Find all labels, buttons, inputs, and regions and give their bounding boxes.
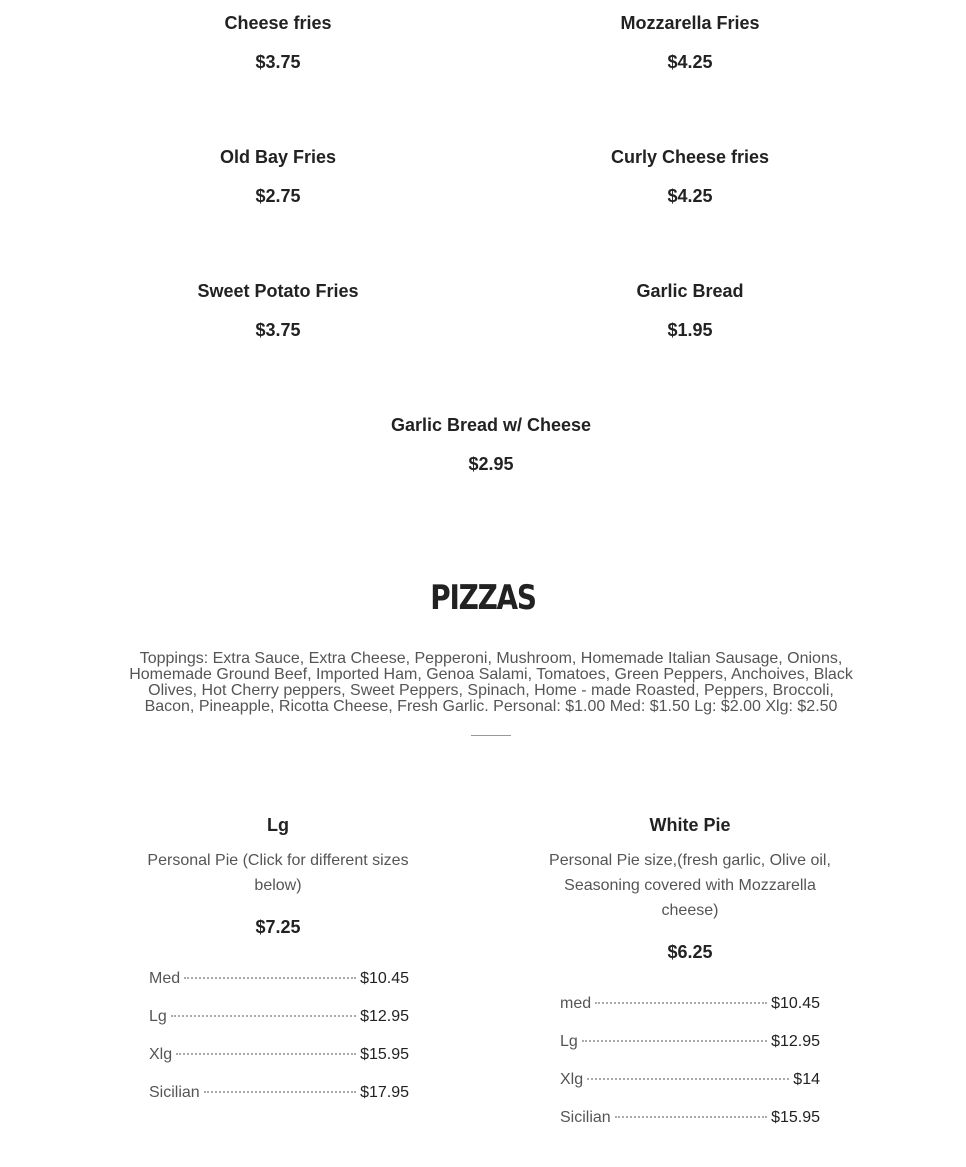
size-label: Sicilian (560, 1109, 611, 1126)
item-price: $4.25 (667, 186, 713, 206)
item-price: $3.75 (255, 52, 301, 72)
size-row (560, 1071, 820, 1109)
item-name: Garlic Bread (636, 281, 744, 301)
size-label: Xlg (149, 1046, 173, 1063)
size-row (149, 1046, 409, 1084)
dot-leader (184, 977, 356, 979)
size-label: Lg (560, 1033, 578, 1050)
size-label: med (560, 995, 592, 1012)
dot-leader (587, 1078, 789, 1080)
size-list (149, 970, 409, 1122)
size-label: Lg (149, 1008, 167, 1025)
size-row (149, 970, 409, 1008)
item-description: Personal Pie size,(fresh garlic, Olive oil, Seasoning covered with Mozzarella cheese) (549, 852, 831, 919)
item-name: Mozzarella Fries (620, 13, 760, 33)
menu-item (128, 146, 428, 207)
item-name: Lg (267, 815, 289, 835)
size-row (149, 1084, 409, 1122)
dot-leader (176, 1053, 356, 1055)
menu-item[interactable] (540, 814, 840, 963)
item-price: $2.95 (468, 454, 514, 474)
size-label: Med (149, 970, 181, 987)
item-name: Cheese fries (224, 13, 332, 33)
item-name: White Pie (649, 815, 731, 835)
size-price: $12.95 (771, 1033, 820, 1050)
item-price: $7.25 (255, 917, 301, 937)
size-price: $15.95 (360, 1046, 409, 1063)
size-price: $14 (793, 1071, 820, 1088)
size-price: $10.45 (360, 970, 409, 987)
size-price: $17.95 (360, 1084, 409, 1101)
item-name: Curly Cheese fries (610, 147, 770, 167)
divider (471, 735, 511, 736)
item-name: Old Bay Fries (219, 147, 337, 167)
menu-item (540, 146, 840, 207)
size-label: Sicilian (149, 1084, 200, 1101)
item-name: Garlic Bread w/ Cheese (390, 415, 592, 435)
section-description: Toppings: Extra Sauce, Extra Cheese, Pepperoni, Mushroom, Homemade Italian Sausage, Onions, Homemade Ground Beef, Imported Ham, Genoa Salami, Tomatoes, Green Peppers, Anchoives, Black Olives, Hot Cherry peppers, Sweet Peppers, Spinach, Home - made Roasted, Peppers, Broccoli, Bacon, Pineapple, Ricotta Cheese, Fresh Garlic. Personal: $1.00 Med: $1.50 Lg: $2.00 Xlg: $2.50 (129, 650, 853, 715)
item-price: $3.75 (255, 320, 301, 340)
menu-item (128, 280, 428, 341)
dot-leader (171, 1015, 356, 1017)
size-row (560, 1033, 820, 1071)
menu-item (540, 280, 840, 341)
dot-leader (582, 1040, 767, 1042)
size-price: $12.95 (360, 1008, 409, 1025)
menu-item[interactable] (128, 814, 428, 938)
dot-leader (595, 1002, 767, 1004)
item-price: $6.25 (667, 942, 713, 962)
item-price: $4.25 (667, 52, 713, 72)
size-row (560, 995, 820, 1033)
size-row (560, 1109, 820, 1147)
menu-item (333, 414, 649, 475)
size-price: $15.95 (771, 1109, 820, 1126)
size-label: Xlg (560, 1071, 584, 1088)
menu-item (540, 12, 840, 73)
size-list (560, 995, 820, 1147)
menu-item (128, 12, 428, 73)
size-price: $10.45 (771, 995, 820, 1012)
item-price: $1.95 (667, 320, 713, 340)
item-name: Sweet Potato Fries (197, 281, 359, 301)
item-price: $2.75 (255, 186, 301, 206)
dot-leader (204, 1091, 356, 1093)
item-description: Personal Pie (Click for different sizes below) (147, 852, 409, 894)
section-title: PIZZAS (430, 578, 536, 618)
dot-leader (615, 1116, 767, 1118)
size-row (149, 1008, 409, 1046)
